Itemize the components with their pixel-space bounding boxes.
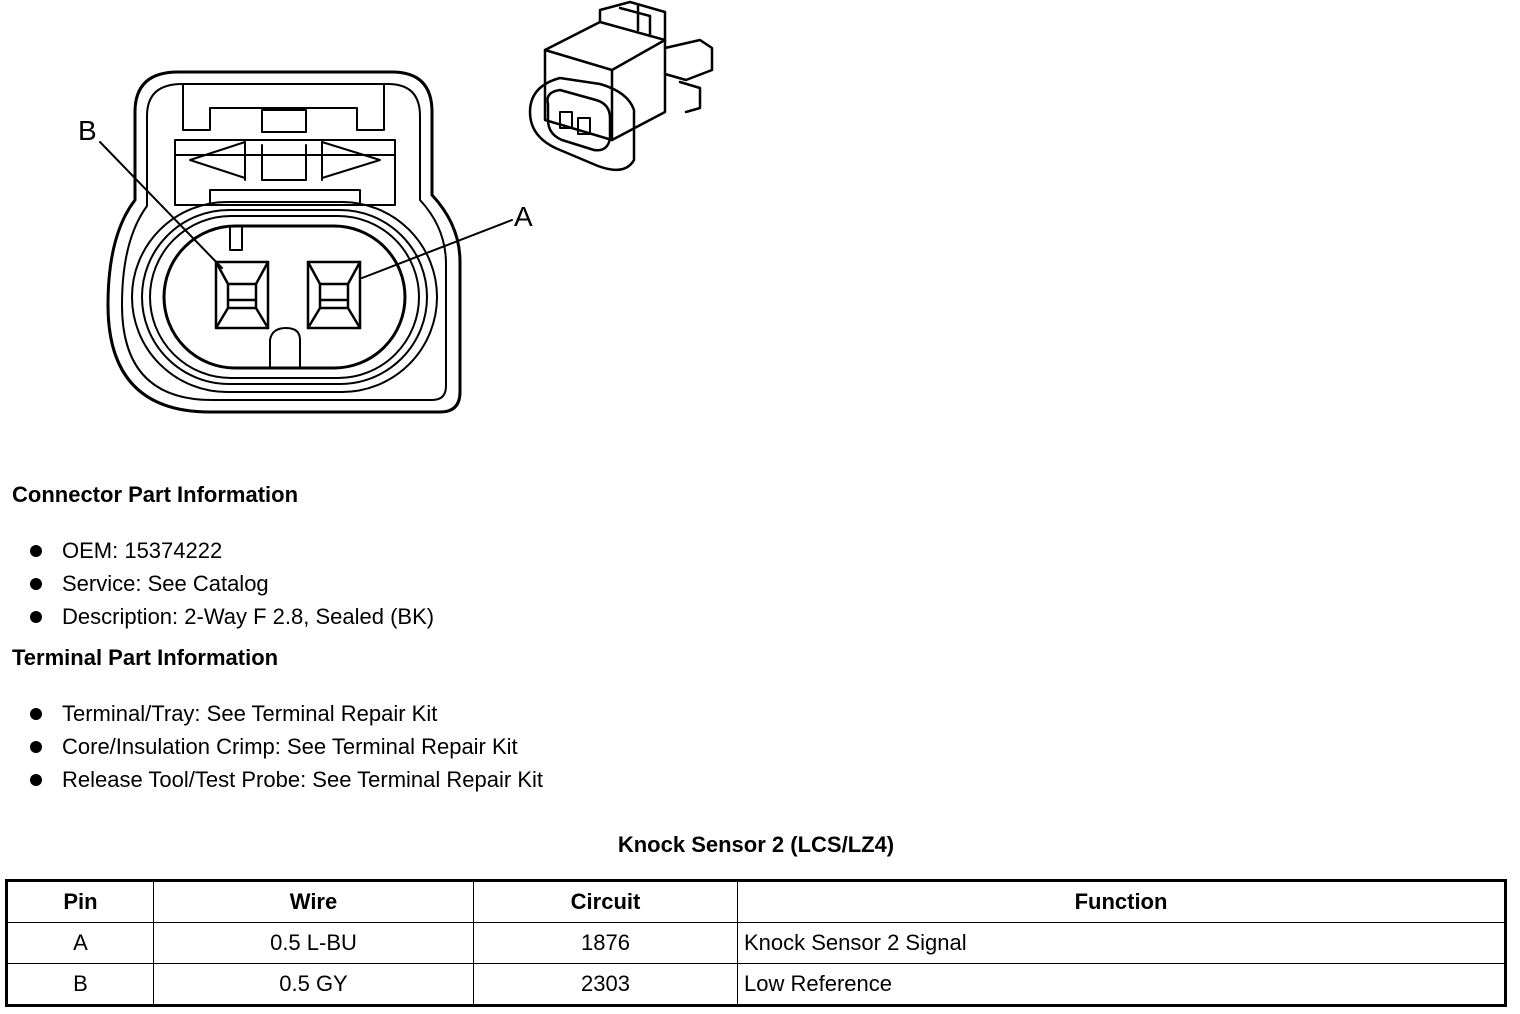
terminal-info-list: [30, 697, 543, 796]
list-item: [30, 600, 434, 633]
cell-circuit: 1876: [474, 923, 738, 964]
pin-a-label: A: [514, 201, 533, 232]
cell-circuit: 2303: [474, 964, 738, 1006]
list-item-text: Release Tool/Test Probe: See Terminal Repair Kit: [62, 767, 543, 792]
pin-b-label: B: [78, 115, 97, 146]
bullet-icon: [30, 611, 42, 623]
list-item-text: Service: See Catalog: [62, 571, 269, 596]
column-header-function: Function: [738, 881, 1506, 923]
connector-isometric-view: [530, 2, 712, 170]
terminal-info-heading: Terminal Part Information: [12, 645, 279, 670]
pin-table: [5, 879, 1507, 1007]
column-header-circuit: Circuit: [474, 881, 738, 923]
cell-function: Knock Sensor 2 Signal: [738, 923, 1506, 964]
table-title: Knock Sensor 2 (LCS/LZ4): [617, 832, 895, 857]
list-item-text: Terminal/Tray: See Terminal Repair Kit: [62, 701, 438, 726]
list-item: [30, 567, 434, 600]
bullet-icon: [30, 774, 42, 786]
column-header-pin: Pin: [7, 881, 154, 923]
bullet-icon: [30, 545, 42, 557]
list-item-text: Core/Insulation Crimp: See Terminal Repair Kit: [62, 734, 518, 759]
list-item: [30, 763, 543, 796]
table-row: [7, 964, 1506, 1006]
cell-function: Low Reference: [738, 964, 1506, 1006]
column-header-wire: Wire: [154, 881, 474, 923]
connector-diagram: [0, 0, 760, 440]
cell-pin: B: [7, 964, 154, 1006]
table-header-row: [7, 881, 1506, 923]
cell-wire: 0.5 L-BU: [154, 923, 474, 964]
seal-rings: [132, 202, 437, 392]
connector-info-heading: Connector Part Information: [12, 482, 299, 507]
bullet-icon: [30, 578, 42, 590]
cell-wire: 0.5 GY: [154, 964, 474, 1006]
list-item: [30, 534, 434, 567]
list-item-text: OEM: 15374222: [62, 538, 223, 563]
bullet-icon: [30, 708, 42, 720]
list-item-text: Description: 2-Way F 2.8, Sealed (BK): [62, 604, 435, 629]
list-item: [30, 697, 543, 730]
terminal-cavity-a: [308, 262, 360, 328]
terminal-cavity-b: [216, 262, 268, 328]
table-row: [7, 923, 1506, 964]
connector-drawing: [0, 0, 760, 440]
connector-info-list: [30, 534, 434, 633]
cell-pin: A: [7, 923, 154, 964]
bullet-icon: [30, 741, 42, 753]
list-item: [30, 730, 543, 763]
